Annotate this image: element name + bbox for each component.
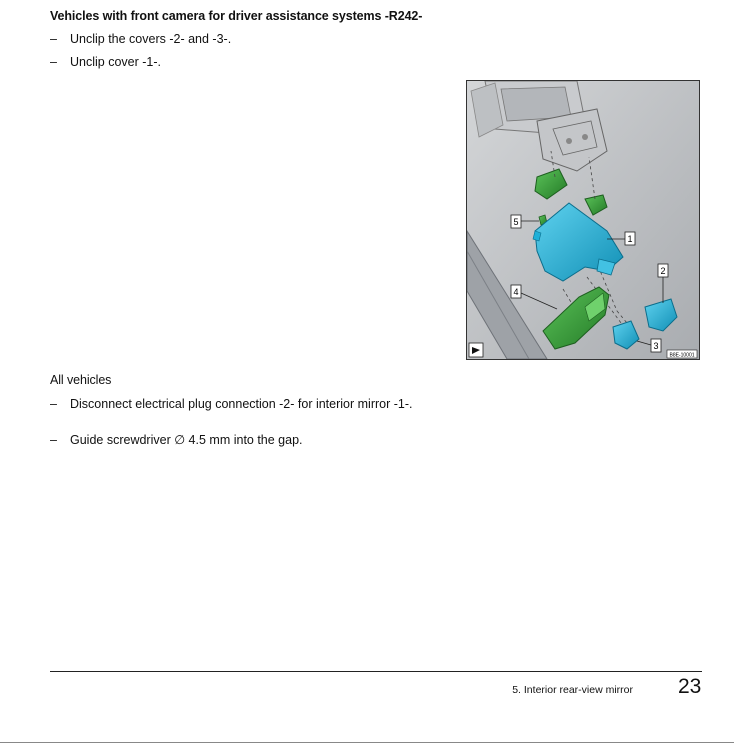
footer-section-title: 5. Interior rear-view mirror [512,684,633,696]
step-bullet: – [50,32,57,46]
step-text: Unclip cover -1-. [70,55,161,69]
step-text: Disconnect electrical plug connection -2- for interior mirror -1-. [70,397,413,411]
section-heading-front-camera: Vehicles with front camera for driver assistance systems -R242- [50,9,423,23]
page-number: 23 [678,675,702,698]
step-text: Guide screwdriver ∅ 4.5 mm into the gap. [70,433,303,447]
step-bullet: – [50,397,57,411]
callout-2: 2 [660,266,666,276]
bracket-screw [582,134,588,140]
callout-3: 3 [653,341,659,351]
step-bullet: – [50,55,57,69]
callout-4: 4 [513,287,519,297]
section-heading-all-vehicles: All vehicles [50,373,112,387]
page-edge-divider [0,742,734,743]
figure-code: B8E-10001 [669,352,695,359]
step-text: Unclip the covers -2- and -3-. [70,32,232,46]
callout-1: 1 [627,234,633,244]
footer-divider [50,671,702,672]
mirror-cover-illustration [466,80,700,360]
instruction-step [50,55,430,69]
step-bullet: – [50,433,57,447]
callout-5: 5 [513,217,519,227]
illustration-drawing [467,81,699,359]
instruction-step [50,397,430,411]
instruction-step [50,32,430,46]
bracket-screw [566,138,572,144]
instruction-step [50,433,430,447]
